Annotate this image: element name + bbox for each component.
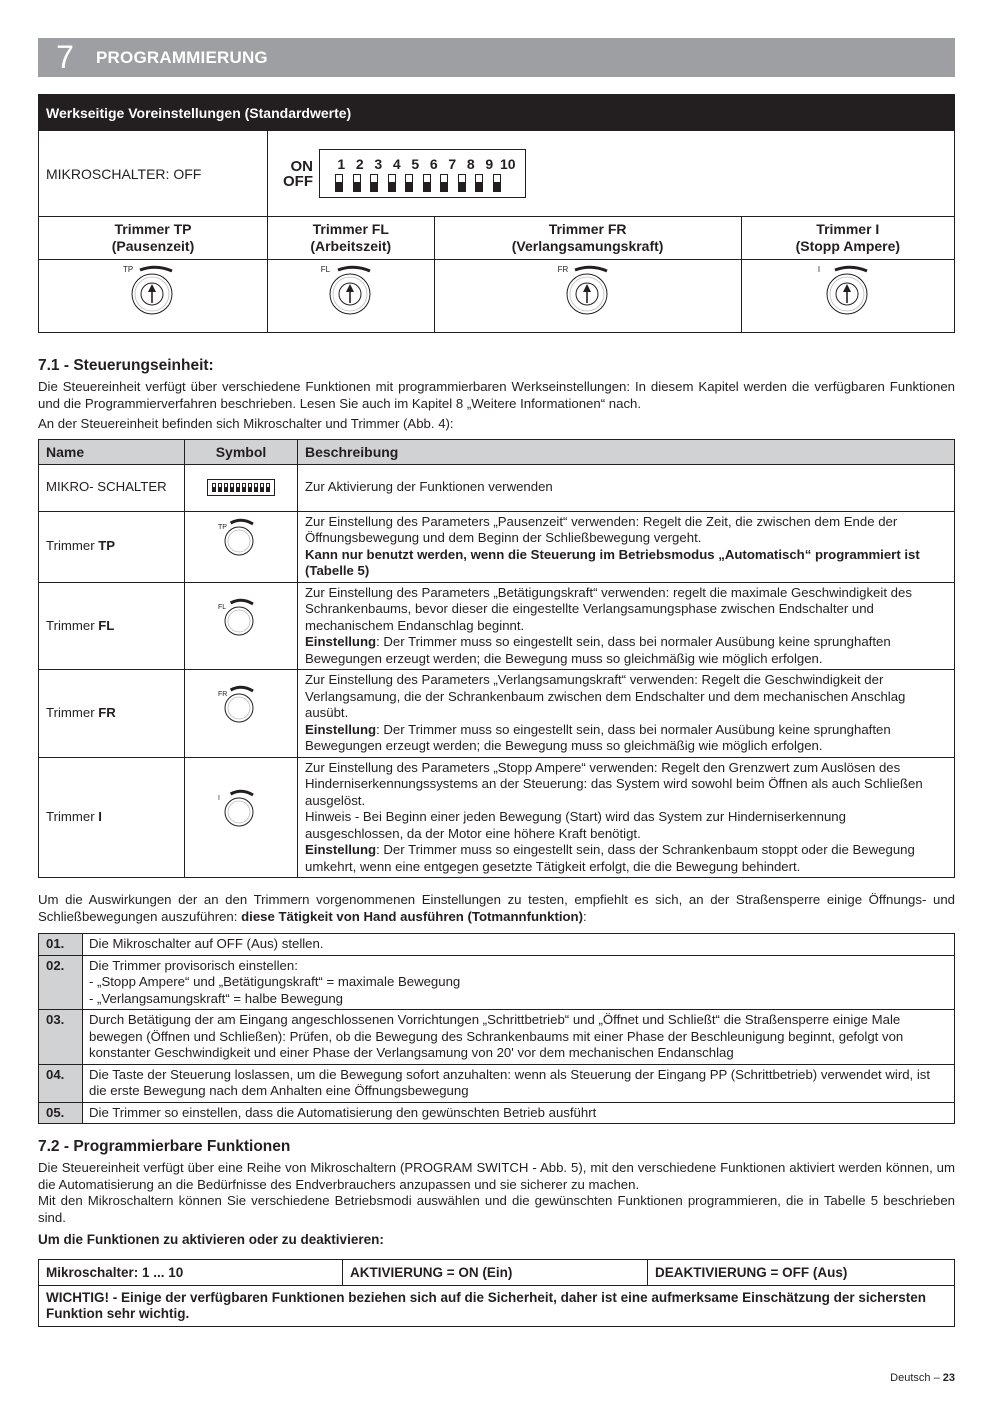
trimmer-tag: FL bbox=[218, 603, 227, 611]
section-7-2-p3: Um die Funktionen zu aktivieren oder zu deaktivieren: bbox=[38, 1232, 384, 1247]
dip-number: 9 bbox=[485, 156, 494, 172]
row-desc-bold: Kann nur benutzt werden, wenn die Steuerung im Betriebsmodus „Automatisch“ programmiert ist (Tabelle 5) bbox=[305, 546, 920, 578]
step-line: - „Verlangsamungskraft“ = halbe Bewegung bbox=[89, 990, 344, 1006]
trimmer-figure bbox=[741, 260, 954, 333]
test-text-bold: diese Tätigkeit von Hand ausführen (Totmannfunktion) bbox=[241, 908, 584, 924]
trimmer-knob-icon bbox=[216, 685, 266, 737]
dip-number: 2 bbox=[355, 156, 364, 172]
row-desc-note: Hinweis - Bei Beginn einer jeden Bewegung (Start) wird das System zur Hinderniserkennung ausgeschlossen, da der Motor eine höhere Kraft benötigt. bbox=[305, 809, 846, 841]
trimmer-knob-icon bbox=[558, 265, 618, 323]
on-label: ON bbox=[290, 157, 313, 175]
trimmer-knob-icon bbox=[123, 265, 183, 323]
trimmer-symbol bbox=[185, 511, 298, 582]
trimmer-symbol bbox=[185, 757, 298, 878]
dip-toggle-icon bbox=[335, 174, 343, 192]
step-line: - „Stopp Ampere“ und „Betätigungskraft“ = maximale Bewegung bbox=[89, 974, 461, 989]
dip-number: 8 bbox=[466, 156, 475, 172]
col-symbol-header: Symbol bbox=[185, 439, 298, 464]
table-row bbox=[39, 464, 955, 511]
chapter-title: PROGRAMMIERUNG bbox=[96, 47, 268, 67]
trimmer-desc: (Arbeitszeit) bbox=[310, 238, 392, 254]
act-off: DEAKTIVIERUNG = OFF (Aus) bbox=[648, 1259, 955, 1285]
dip-switch-block bbox=[319, 149, 526, 198]
table-row bbox=[39, 582, 955, 670]
row-name-bold: TP bbox=[98, 538, 116, 554]
step-text bbox=[83, 1102, 955, 1124]
step-line: Durch Betätigung der am Eingang angeschlossenen Vorrichtungen „Schrittbetrieb“ und „Öffnet und Schließt“ die Straßensperre einige Male bewegen (Öffnen und Schließen): Prüfen, ob die Bewegung des Schrankenbaums mit einer Phase der Beschleunigung beginnt, gefolgt von konstanter Geschwindigkeit und einer Phase der Verlangsamung von 20' vor dem mechanischen Endanschlag bbox=[89, 1012, 904, 1060]
row-name-bold: I bbox=[98, 809, 102, 824]
dip-switch-figure-cell bbox=[268, 131, 955, 217]
act-on: AKTIVIERUNG = ON (Ein) bbox=[343, 1259, 648, 1285]
step-number: 02. bbox=[39, 955, 83, 1010]
dip-switch-toggles bbox=[335, 174, 510, 192]
row-desc-main: Zur Einstellung des Parameters „Betätigungskraft“ verwenden: regelt die maximale Geschwindigkeit des Schrankenbaums, bevor dieser die eingestellte Verlangsamungsphase zwischen Endschalter und mechanischem Endanschlag beginnt. bbox=[305, 584, 912, 633]
row-desc: Zur Aktivierung der Funktionen verwenden bbox=[298, 464, 955, 511]
setting-keyword: Einstellung bbox=[305, 634, 377, 649]
activation-table bbox=[38, 1259, 955, 1327]
page bbox=[38, 38, 955, 1327]
section-7-1-note: An der Steuereinheit befinden sich Mikroschalter und Trimmer (Abb. 4): bbox=[38, 416, 454, 431]
dip-number: 1 bbox=[337, 156, 346, 172]
trimmer-header bbox=[434, 217, 741, 260]
setting-keyword: Einstellung bbox=[305, 842, 377, 857]
row-name-bold: FR bbox=[98, 705, 116, 720]
step-row bbox=[39, 1102, 955, 1124]
row-desc bbox=[298, 757, 955, 878]
row-name bbox=[39, 582, 185, 670]
trimmer-header bbox=[741, 217, 954, 260]
row-name bbox=[39, 757, 185, 878]
step-text bbox=[83, 955, 955, 1010]
table-row bbox=[39, 511, 955, 582]
step-row bbox=[39, 1064, 955, 1102]
col-name-header: Name bbox=[39, 439, 185, 464]
section-7-2-p1: Die Steuereinheit verfügt über eine Reihe von Mikroschaltern (PROGRAM SWITCH - Abb. 5), mit den verschiedene Funktionen aktiviert werden können, um die Automatisierung an die Bedürfnisse des Endverbrauchers anzupassen und sie sicherer zu machen. bbox=[38, 1160, 955, 1192]
footer-language: Deutsch – bbox=[890, 1372, 943, 1384]
section-7-2-heading: 7.2 - Programmierbare Funktionen bbox=[38, 1138, 291, 1155]
mini-dip-switch-icon bbox=[185, 464, 298, 511]
dip-toggle-icon bbox=[423, 174, 431, 192]
step-number: 05. bbox=[39, 1102, 83, 1124]
row-desc bbox=[298, 511, 955, 582]
safety-warning: WICHTIG! - Einige der verfügbaren Funktionen beziehen sich auf die Sicherheit, daher ist eine aufmerksame Einschätzung der sichersten Funktion sehr wichtig. bbox=[39, 1285, 955, 1326]
trimmer-knob-icon bbox=[321, 265, 381, 323]
row-desc-setting bbox=[305, 842, 947, 875]
trimmer-tag: FR bbox=[557, 264, 569, 274]
trimmer-knob-icon bbox=[216, 789, 266, 841]
setting-text: : Der Trimmer muss so eingestellt sein, dass bei normaler Ausübung keine sprunghaften Bewegungen erzeugt werden; die Bewegung muss so gleichmäßig wie möglich erfolgen. bbox=[305, 634, 891, 666]
trimmer-desc: (Stopp Ampere) bbox=[795, 238, 901, 254]
row-name-prefix: Trimmer bbox=[46, 617, 99, 633]
dip-toggle-icon bbox=[370, 174, 378, 192]
trimmer-tag: TP bbox=[218, 524, 227, 532]
trimmer-tag: I bbox=[218, 795, 220, 802]
step-row bbox=[39, 1010, 955, 1065]
page-footer bbox=[890, 1372, 955, 1384]
row-desc bbox=[298, 670, 955, 758]
step-line: Die Taste der Steuerung loslassen, um die Bewegung sofort anzuhalten: wenn als Steuerung der Eingang PP (Schrittbetrieb) verwendet wird, ist die erste Bewegung nach dem Anhalten eine Öffnungsbewegung bbox=[89, 1066, 931, 1098]
trimmer-figure-row bbox=[39, 260, 955, 333]
test-text: Um die Auswirkungen der an den Trimmern vorgenommenen Einstellungen zu testen, empfiehlt es sich, an der Straßensperre einige Öffnungs- und Schließbewegungen auszuführen: bbox=[38, 892, 955, 924]
row-desc-setting bbox=[305, 634, 947, 667]
trimmer-name: Trimmer FR bbox=[548, 221, 627, 237]
trimmer-tag: I bbox=[817, 264, 821, 274]
dip-switch-figure bbox=[283, 149, 953, 198]
trimmer-knob-icon bbox=[818, 265, 878, 323]
step-row bbox=[39, 934, 955, 956]
table-row bbox=[39, 757, 955, 878]
step-text bbox=[83, 1064, 955, 1102]
trimmer-name: Trimmer TP bbox=[114, 221, 192, 237]
dip-toggle-icon bbox=[440, 174, 448, 192]
trimmer-tag: TP bbox=[123, 264, 134, 274]
trimmer-name: Trimmer FL bbox=[312, 221, 389, 237]
step-text bbox=[83, 1010, 955, 1065]
trimmer-knob-icon bbox=[216, 518, 266, 570]
dip-toggle-icon bbox=[475, 174, 483, 192]
row-desc bbox=[298, 582, 955, 670]
dip-number: 4 bbox=[392, 156, 401, 172]
step-number: 01. bbox=[39, 934, 83, 956]
dip-toggle-icon bbox=[353, 174, 361, 192]
setting-text: : Der Trimmer muss so eingestellt sein, dass bei normaler Ausübung keine sprunghaften Bewegungen erzeugt werden; die Bewegung muss so gleichmäßig wie möglich erfolgen. bbox=[305, 721, 891, 753]
trimmer-tag: FL bbox=[320, 264, 331, 274]
section-7-1-intro: Die Steuereinheit verfügt über verschiedene Funktionen mit programmierbaren Werkseinstellungen: In diesem Kapitel werden die verfügbaren Funktionen und die Programmierverfahren beschrieben. Lesen Sie auch im Kapitel 8 „Weitere Informationen“ nach. bbox=[38, 379, 955, 411]
step-line: Die Trimmer so einstellen, dass die Automatisierung den gewünschten Betrieb ausführt bbox=[89, 1104, 597, 1120]
trimmer-symbol bbox=[185, 582, 298, 670]
row-name-prefix: Trimmer bbox=[46, 705, 99, 720]
trimmer-figure bbox=[39, 260, 268, 333]
trimmer-figure bbox=[268, 260, 435, 333]
dip-number: 10 bbox=[499, 156, 516, 172]
table-row bbox=[39, 670, 955, 758]
test-instructions bbox=[38, 892, 955, 925]
dip-toggle-icon bbox=[405, 174, 413, 192]
setting-text: : Der Trimmer muss so eingestellt sein, dass der Schrankenbaum stoppt oder die Bewegung umkehrt, wenn eine entgegen gesetzte Tätigkeit erfolgt, die die Bewegung behindert. bbox=[305, 842, 915, 874]
dip-number: 3 bbox=[374, 156, 383, 172]
trimmer-header bbox=[268, 217, 435, 260]
row-name bbox=[39, 670, 185, 758]
dip-default-label: MIKROSCHALTER: OFF bbox=[39, 131, 268, 217]
row-desc-main: Zur Einstellung des Parameters „Stopp Ampere“ verwenden: Regelt den Grenzwert zum Auslösen des Hinderniserkennungssystems an der Steuerung: das System wird sowohl beim Öffnen als auch Schließen ausgelöst. bbox=[305, 759, 923, 808]
step-row bbox=[39, 955, 955, 1010]
step-line: Die Trimmer provisorisch einstellen: bbox=[89, 957, 298, 973]
trimmer-desc: (Verlangsamungskraft) bbox=[511, 238, 664, 254]
steps-table bbox=[38, 933, 955, 1124]
step-text bbox=[83, 934, 955, 956]
col-desc-header: Beschreibung bbox=[298, 439, 955, 464]
trimmer-header-row bbox=[39, 217, 955, 260]
dip-number: 7 bbox=[448, 156, 457, 172]
act-switch-range: Mikroschalter: 1 ... 10 bbox=[39, 1259, 343, 1285]
dip-toggle-icon bbox=[458, 174, 466, 192]
row-desc-setting bbox=[305, 722, 947, 755]
trimmer-tag: FR bbox=[218, 691, 228, 698]
test-text-end: : bbox=[583, 908, 587, 924]
factory-settings-table bbox=[38, 94, 955, 333]
row-desc-main: Zur Einstellung des Parameters „Verlangsamungskraft“ verwenden: Regelt die Geschwindigkeit der Verlangsamung, die der Schrankenbaum zwischen dem Endschalter und dem mechanischen Anschlag ausübt. bbox=[305, 672, 906, 720]
trimmer-symbol bbox=[185, 670, 298, 758]
page-number: 23 bbox=[942, 1372, 955, 1384]
step-number: 04. bbox=[39, 1064, 83, 1102]
row-name-prefix: Trimmer bbox=[46, 538, 99, 554]
chapter-number: 7 bbox=[56, 39, 74, 75]
trimmer-desc: (Pausenzeit) bbox=[111, 238, 195, 254]
row-desc-main: Zur Einstellung des Parameters „Pausenzeit“ verwenden: Regelt die Zeit, die zwischen dem Ende der Öffnungsbewegung und dem Beginn der Schließbewegung vergeht. bbox=[305, 513, 898, 545]
section-7-2-p2: Mit den Mikroschaltern können Sie verschiedene Betriebsmodi auswählen und die gewünschten Funktionen programmieren, die in Tabelle 5 beschrieben sind. bbox=[38, 1193, 955, 1225]
setting-keyword: Einstellung bbox=[305, 721, 377, 737]
row-name-prefix: Trimmer bbox=[46, 809, 99, 824]
trimmer-header bbox=[39, 217, 268, 260]
section-7-1-heading: 7.1 - Steuerungseinheit: bbox=[38, 357, 214, 374]
dip-toggle-icon bbox=[493, 174, 501, 192]
trimmer-name: Trimmer I bbox=[816, 221, 880, 237]
trimmer-knob-icon bbox=[216, 598, 266, 650]
chapter-header bbox=[38, 38, 955, 77]
dip-switch-numbers bbox=[332, 156, 517, 172]
row-name bbox=[39, 511, 185, 582]
row-name-bold: FL bbox=[98, 617, 115, 633]
factory-settings-title: Werkseitige Voreinstellungen (Standardwerte) bbox=[39, 95, 955, 131]
dip-number: 6 bbox=[429, 156, 438, 172]
on-off-labels bbox=[283, 159, 313, 189]
dip-number: 5 bbox=[411, 156, 420, 172]
trimmer-figure bbox=[434, 260, 741, 333]
functions-table bbox=[38, 439, 955, 879]
off-label: OFF bbox=[283, 172, 313, 190]
row-name: MIKRO- SCHALTER bbox=[39, 464, 185, 511]
step-number: 03. bbox=[39, 1010, 83, 1065]
step-line: Die Mikroschalter auf OFF (Aus) stellen. bbox=[89, 936, 324, 951]
dip-toggle-icon bbox=[388, 174, 396, 192]
